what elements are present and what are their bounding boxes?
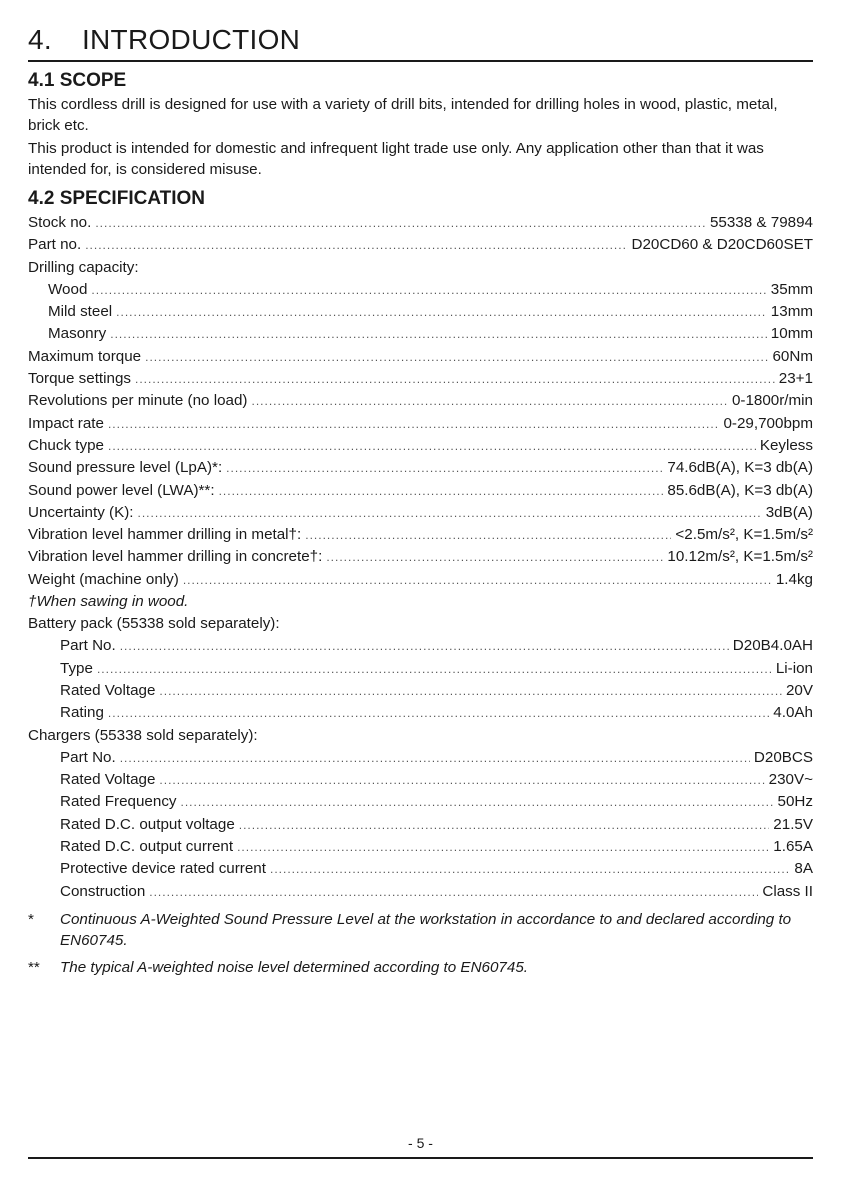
spec-row-charger-construction [28, 881, 813, 903]
spec-value: 4.0Ah [773, 704, 813, 722]
footnote [28, 957, 813, 978]
footnote-text: Continuous A-Weighted Sound Pressure Level at the workstation in accordance to and declared according to EN60745. [60, 910, 792, 949]
spec-row-part-no [28, 234, 813, 256]
spec-value: 55338 & 79894 [709, 214, 813, 231]
spec-row-sound-pressure [28, 457, 813, 479]
spec-row-maximum-torque [28, 346, 813, 368]
spec-label: Weight (machine only) [28, 570, 179, 588]
spec-row-battery-rated-voltage [28, 680, 813, 702]
spec-label: Masonry [48, 325, 107, 343]
footnote [28, 909, 813, 951]
spec-label: Mild steel [48, 303, 113, 321]
spec-label: Rated D.C. output voltage [60, 815, 235, 833]
spec-row-chuck-type [28, 435, 813, 457]
manual-page [28, 22, 813, 984]
chapter-number: 4. [28, 24, 52, 55]
spec-value: 21.5V [773, 815, 813, 833]
spec-row-charger-rated-frequency [28, 791, 813, 813]
spec-label: Vibration level hammer drilling in concrete†: [28, 548, 323, 566]
spec-label: Part No. [60, 748, 116, 766]
spec-value: D20B4.0AH [732, 637, 813, 655]
spec-row-charger-rated-voltage [28, 769, 813, 791]
spec-label: Part no. [28, 236, 82, 254]
spec-label: Stock no. [28, 214, 92, 231]
spec-value: 0-1800r/min [731, 392, 813, 410]
spec-row-battery-type [28, 658, 813, 680]
spec-row-charger-output-current [28, 836, 813, 858]
spec-label: Battery pack (55338 sold separately): [28, 615, 280, 633]
spec-row-charger-part-no [28, 747, 813, 769]
spec-row-weight [28, 569, 813, 591]
page-number: - 5 - [408, 1135, 433, 1151]
spec-value: 230V~ [768, 771, 813, 789]
page-footer [28, 1135, 813, 1159]
spec-label: Rated D.C. output current [60, 838, 234, 856]
spec-group-drilling-capacity [28, 257, 813, 279]
spec-value: Li-ion [775, 659, 813, 677]
spec-label: Rated Voltage [60, 681, 156, 699]
spec-label: Impact rate [28, 414, 104, 432]
spec-group-battery-pack [28, 613, 813, 635]
spec-row-vibration-concrete [28, 546, 813, 568]
spec-label: Drilling capacity: [28, 258, 139, 276]
spec-row-battery-part-no [28, 635, 813, 657]
spec-row-uncertainty [28, 502, 813, 524]
spec-value: 10mm [770, 325, 813, 343]
spec-label: Chargers (55338 sold separately): [28, 726, 258, 744]
spec-row-wood [28, 279, 813, 301]
spec-value: 10.12m/s², K=1.5m/s² [667, 548, 813, 566]
spec-value: Class II [762, 882, 813, 900]
spec-row-torque-settings [28, 368, 813, 390]
spec-value: 35mm [770, 280, 813, 298]
spec-row-mild-steel [28, 301, 813, 323]
spec-value: 74.6dB(A), K=3 db(A) [667, 459, 813, 477]
footnote-text: The typical A-weighted noise level determined according to EN60745. [60, 958, 528, 976]
spec-label: Vibration level hammer drilling in metal†: [28, 526, 302, 544]
spec-value: 50Hz [777, 793, 813, 811]
spec-group-chargers [28, 725, 813, 747]
spec-value: 1.4kg [775, 570, 813, 588]
spec-label: Rated Voltage [60, 771, 156, 789]
scope-heading: 4.1 SCOPE [28, 70, 127, 91]
spec-label: Rating [60, 704, 104, 722]
footnote-mark: ** [28, 958, 40, 976]
spec-value: 8A [794, 860, 813, 878]
spec-value: <2.5m/s², K=1.5m/s² [675, 526, 813, 544]
spec-row-charger-output-voltage [28, 814, 813, 836]
spec-label: Maximum torque [28, 347, 142, 365]
spec-label: Protective device rated current [60, 860, 266, 878]
spec-row-battery-rating [28, 702, 813, 724]
spec-value: 23+1 [778, 370, 813, 388]
spec-label: Uncertainty (K): [28, 503, 134, 521]
spec-label: Part No. [60, 637, 116, 655]
spec-row-impact-rate [28, 413, 813, 435]
spec-value: 20V [785, 681, 813, 699]
spec-row-masonry [28, 323, 813, 345]
spec-label: Chuck type [28, 436, 104, 454]
spec-value: 1.65A [773, 838, 813, 856]
spec-value: D20BCS [753, 748, 813, 766]
specification-list [28, 212, 813, 903]
chapter-title: INTRODUCTION [81, 24, 301, 55]
chapter-heading [28, 22, 813, 62]
spec-label: Revolutions per minute (no load) [28, 392, 248, 410]
footnote-mark: * [28, 910, 34, 928]
spec-value: D20CD60 & D20CD60SET [631, 236, 813, 254]
spec-label: Wood [48, 280, 88, 298]
spec-label: Type [60, 659, 93, 677]
spec-label: Torque settings [28, 370, 131, 388]
spec-label: Construction [60, 882, 146, 900]
spec-row-vibration-metal [28, 524, 813, 546]
spec-label: Sound pressure level (LpA)*: [28, 459, 223, 477]
spec-row-charger-protective-device [28, 858, 813, 880]
spec-label: Rated Frequency [60, 793, 177, 811]
spec-value: 60Nm [772, 347, 813, 365]
scope-paragraph: This cordless drill is designed for use with a variety of drill bits, intended for drilling holes in wood, plastic, metal, brick etc. [28, 96, 778, 134]
spec-row-stock-no [28, 212, 813, 234]
spec-value: Keyless [759, 436, 813, 454]
footnotes [28, 909, 813, 978]
dagger-note: †When sawing in wood. [28, 593, 189, 611]
spec-row-sound-power [28, 480, 813, 502]
specification-heading: 4.2 SPECIFICATION [28, 188, 206, 209]
spec-value: 85.6dB(A), K=3 db(A) [667, 481, 813, 499]
spec-value: 0-29,700bpm [723, 414, 813, 432]
spec-row-rpm [28, 390, 813, 412]
spec-value: 13mm [770, 303, 813, 321]
scope-paragraph: This product is intended for domestic and infrequent light trade use only. Any application other than that it was intended for, is considered misuse. [28, 140, 764, 178]
spec-value: 3dB(A) [765, 503, 813, 521]
spec-label: Sound power level (LWA)**: [28, 481, 215, 499]
